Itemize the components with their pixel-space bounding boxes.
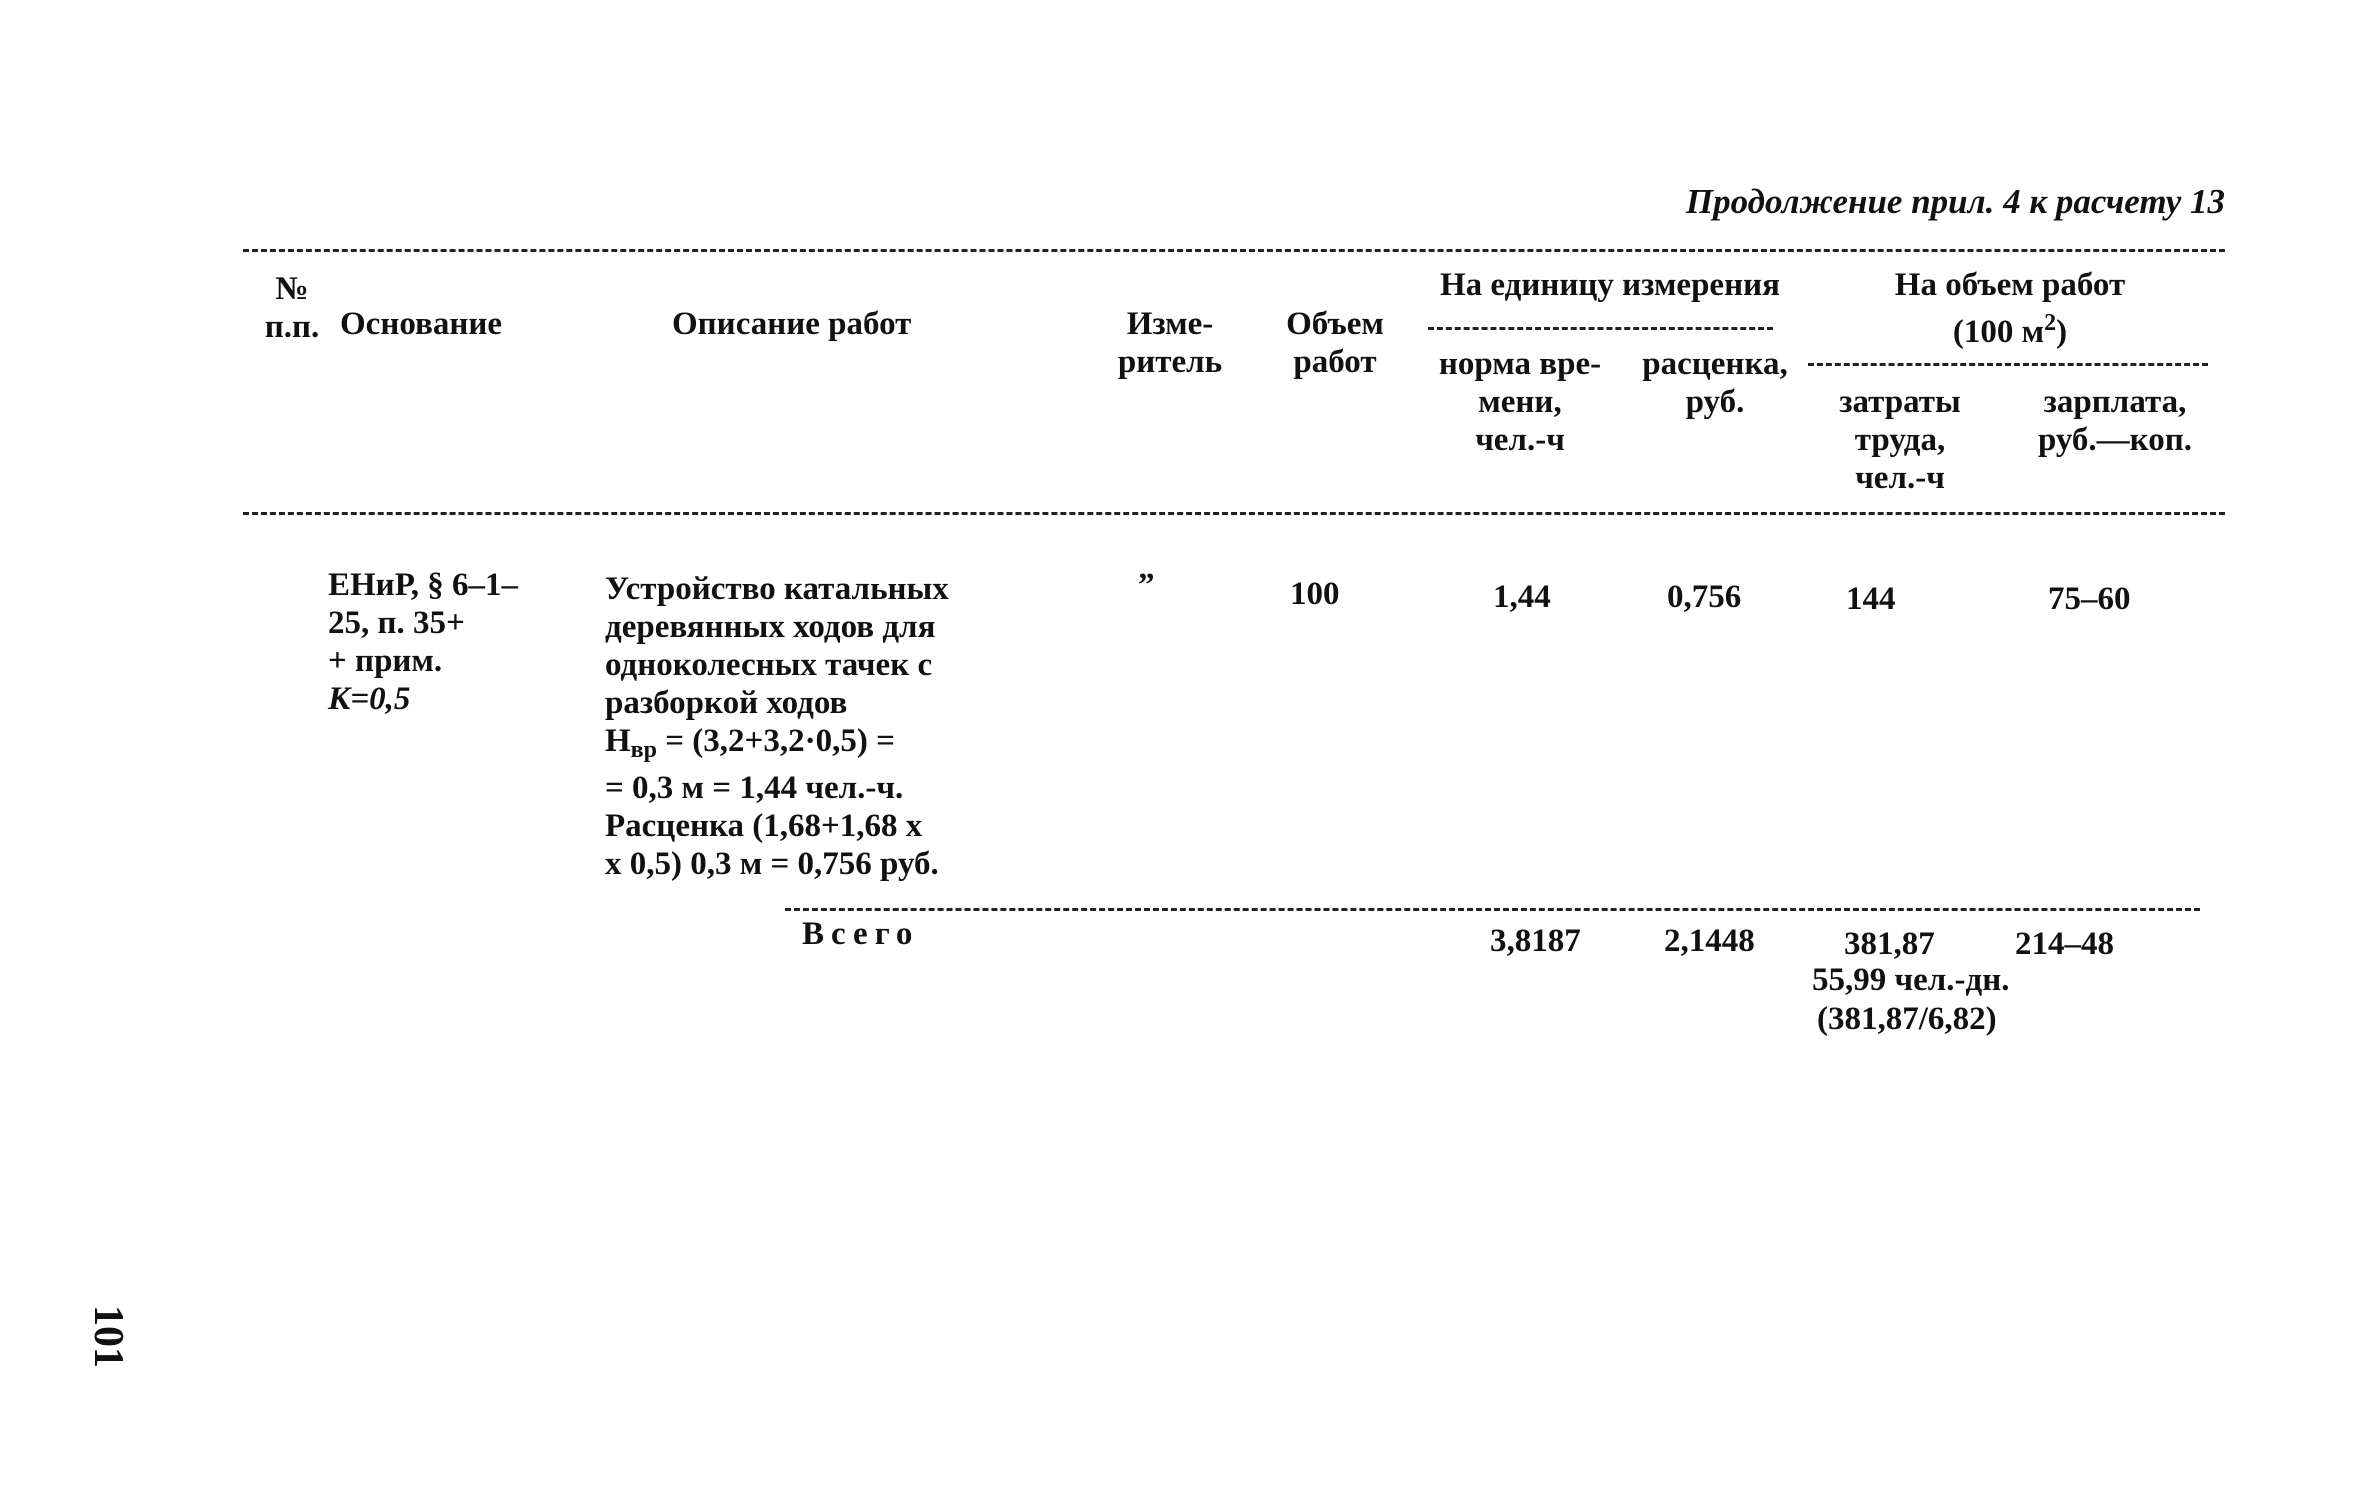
total-days: 55,99 чел.-дн. — [1812, 962, 2010, 998]
header-meter-line2: ритель — [1117, 344, 1223, 380]
header-wage-line1: зарплата, — [2043, 384, 2187, 420]
header-labor-line2: труда, — [1854, 422, 1946, 458]
header-basis: Основание — [340, 306, 503, 342]
row-desc-line4: разборкой ходов — [605, 685, 848, 721]
header-per-unit: На единицу измерения — [1440, 267, 1780, 303]
total-wage: 214–48 — [2015, 926, 2114, 962]
header-per-volume-rule — [1808, 363, 2208, 366]
header-labor-line3: чел.-ч — [1855, 460, 1945, 496]
total-label: Всего — [802, 916, 920, 952]
row-basis-line4: К=0,5 — [328, 681, 411, 717]
header-rate — [1630, 345, 1800, 421]
total-rule — [785, 908, 2200, 911]
header-norm-line3: чел.-ч — [1475, 422, 1565, 458]
row-desc-line1: Устройство катальных — [605, 571, 949, 607]
total-days-calc: (381,87/6,82) — [1817, 1001, 1997, 1037]
total-rate: 2,1448 — [1664, 923, 1755, 959]
header-volume — [1270, 305, 1400, 381]
row-meter: ” — [1138, 567, 1155, 603]
header-description: Описание работ — [672, 306, 912, 342]
row-desc-formula-sub: вр — [630, 737, 657, 763]
row-desc-line3: одноколесных тачек с — [605, 647, 933, 683]
row-desc-line2: деревянных ходов для — [605, 609, 936, 645]
header-rate-line1: расценка, — [1642, 346, 1788, 382]
header-number — [262, 270, 322, 346]
header-labor-line1: затраты — [1839, 384, 1961, 420]
header-volume-line2: работ — [1293, 344, 1377, 380]
header-per-volume-close: ) — [2056, 314, 2068, 350]
header-meter-line1: Изме- — [1126, 306, 1214, 342]
row-norm: 1,44 — [1493, 579, 1551, 615]
total-norm: 3,8187 — [1490, 923, 1581, 959]
header-number-label: п.п. — [264, 309, 320, 345]
row-volume: 100 — [1290, 576, 1340, 612]
row-basis — [328, 566, 518, 718]
total-labor: 381,87 — [1844, 926, 1935, 962]
header-number-sign: № — [275, 271, 309, 307]
header-per-volume-unit: (100 м — [1952, 314, 2045, 350]
header-bottom-rule — [243, 512, 2225, 515]
header-norm-line2: мени, — [1478, 384, 1562, 420]
page-title: Продолжение прил. 4 к расчету 13 — [1685, 182, 2225, 221]
header-per-volume-line1: На объем работ — [1894, 267, 2126, 303]
row-basis-line1: ЕНиР, § 6–1– — [328, 567, 518, 603]
header-rate-line2: руб. — [1685, 384, 1745, 420]
header-wage — [2010, 383, 2220, 459]
header-per-volume-line2 — [1810, 304, 2210, 351]
row-desc-formula-h: Н — [605, 723, 631, 759]
header-per-volume-sup: 2 — [2044, 310, 2057, 336]
row-description — [605, 570, 949, 883]
table-top-rule — [243, 249, 2225, 252]
header-per-volume — [1810, 266, 2210, 351]
row-labor: 144 — [1846, 581, 1896, 617]
row-basis-line2: 25, п. 35+ — [328, 605, 465, 641]
header-norm-line1: норма вре- — [1438, 346, 1602, 382]
row-wage: 75–60 — [2048, 581, 2131, 617]
header-labor — [1810, 383, 1990, 497]
row-rate: 0,756 — [1667, 579, 1742, 615]
row-desc-formula-rest: = (3,2+3,2·0,5) = — [656, 723, 895, 759]
header-norm — [1420, 345, 1620, 459]
header-per-unit-rule — [1428, 327, 1773, 330]
header-volume-line1: Объем — [1286, 306, 1384, 342]
header-meter — [1110, 305, 1230, 381]
row-desc-formula — [605, 722, 949, 769]
row-desc-line8: х 0,5) 0,3 м = 0,756 руб. — [605, 846, 939, 882]
row-desc-line7: Расценка (1,68+1,68 х — [605, 808, 923, 844]
header-wage-line2: руб.—коп. — [2037, 422, 2193, 458]
page-number: 101 — [85, 1305, 131, 1368]
row-basis-line3: + прим. — [328, 643, 443, 679]
row-desc-line6: = 0,3 м = 1,44 чел.-ч. — [605, 770, 904, 806]
